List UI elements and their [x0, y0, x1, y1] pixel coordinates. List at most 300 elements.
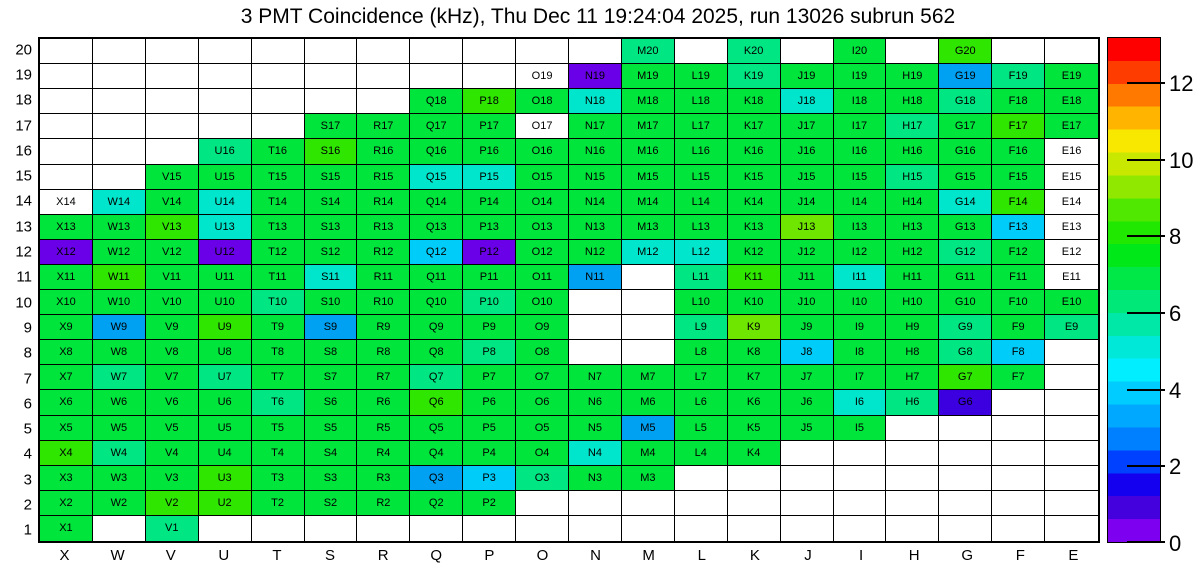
colorbar-tick-label: 0 [1169, 531, 1182, 556]
cell-G17: G17 [939, 114, 992, 139]
cell-F17: F17 [992, 114, 1045, 139]
empty-cell [781, 466, 834, 491]
empty-cell [410, 64, 463, 89]
cell-F10: F10 [992, 290, 1045, 315]
cell-R7: R7 [357, 365, 410, 390]
cell-L11: L11 [675, 265, 728, 290]
cell-S5: S5 [305, 416, 358, 441]
cell-S16: S16 [305, 139, 358, 164]
x-tick-label: T [272, 547, 282, 564]
cell-U4: U4 [199, 441, 252, 466]
empty-cell [357, 89, 410, 114]
cell-T5: T5 [252, 416, 305, 441]
cell-U9: U9 [199, 315, 252, 340]
empty-cell [93, 165, 146, 190]
cell-J11: J11 [781, 265, 834, 290]
cell-O7: O7 [516, 365, 569, 390]
cell-K9: K9 [728, 315, 781, 340]
cell-M17: M17 [622, 114, 675, 139]
cell-W6: W6 [93, 390, 146, 415]
cell-L18: L18 [675, 89, 728, 114]
cell-F11: F11 [992, 265, 1045, 290]
cell-R16: R16 [357, 139, 410, 164]
empty-cell [516, 491, 569, 516]
cell-N16: N16 [569, 139, 622, 164]
cell-S14: S14 [305, 190, 358, 215]
empty-cell [40, 139, 93, 164]
empty-cell [675, 466, 728, 491]
empty-cell [410, 516, 463, 541]
cell-O10: O10 [516, 290, 569, 315]
cell-K18: K18 [728, 89, 781, 114]
empty-cell [886, 466, 939, 491]
cell-F12: F12 [992, 240, 1045, 265]
cell-Q14: Q14 [410, 190, 463, 215]
cell-G8: G8 [939, 340, 992, 365]
cell-X12: X12 [40, 240, 93, 265]
empty-cell [40, 64, 93, 89]
cell-K17: K17 [728, 114, 781, 139]
cell-K14: K14 [728, 190, 781, 215]
cell-R13: R13 [357, 215, 410, 240]
cell-P15: P15 [463, 165, 516, 190]
y-tick-label: 3 [23, 471, 32, 489]
empty-cell [992, 516, 1045, 541]
cell-V2: V2 [146, 491, 199, 516]
cell-V11: V11 [146, 265, 199, 290]
cell-G13: G13 [939, 215, 992, 240]
y-tick-label: 15 [15, 167, 32, 185]
cell-L14: L14 [675, 190, 728, 215]
cell-E19: E19 [1045, 64, 1098, 89]
cell-W9: W9 [93, 315, 146, 340]
cell-R8: R8 [357, 340, 410, 365]
cell-F15: F15 [992, 165, 1045, 190]
cell-G9: G9 [939, 315, 992, 340]
y-tick-label: 17 [15, 117, 32, 135]
empty-cell [728, 516, 781, 541]
cell-X8: X8 [40, 340, 93, 365]
cell-U16: U16 [199, 139, 252, 164]
cell-K15: K15 [728, 165, 781, 190]
cell-O6: O6 [516, 390, 569, 415]
empty-cell [146, 114, 199, 139]
cell-N6: N6 [569, 390, 622, 415]
cell-E15: E15 [1045, 165, 1098, 190]
cell-T10: T10 [252, 290, 305, 315]
colorbar-tick-label: 8 [1169, 224, 1182, 250]
cell-U15: U15 [199, 165, 252, 190]
cell-I15: I15 [834, 165, 887, 190]
cell-J12: J12 [781, 240, 834, 265]
empty-cell [569, 290, 622, 315]
cell-F8: F8 [992, 340, 1045, 365]
empty-cell [992, 466, 1045, 491]
cell-X11: X11 [40, 265, 93, 290]
empty-cell [516, 39, 569, 64]
cell-V9: V9 [146, 315, 199, 340]
x-tick-label: M [642, 547, 655, 564]
cell-G12: G12 [939, 240, 992, 265]
y-tick-label: 14 [15, 192, 32, 210]
cell-W5: W5 [93, 416, 146, 441]
cell-X14: X14 [40, 190, 93, 215]
cell-Q7: Q7 [410, 365, 463, 390]
empty-cell [1045, 416, 1098, 441]
x-tick-label: V [165, 547, 176, 564]
empty-cell [93, 64, 146, 89]
cell-J18: J18 [781, 89, 834, 114]
cell-T15: T15 [252, 165, 305, 190]
empty-cell [622, 491, 675, 516]
empty-cell [675, 516, 728, 541]
cell-H16: H16 [886, 139, 939, 164]
cell-R17: R17 [357, 114, 410, 139]
cell-J5: J5 [781, 416, 834, 441]
cell-L17: L17 [675, 114, 728, 139]
colorbar-tick-label: 10 [1169, 147, 1194, 173]
cell-I7: I7 [834, 365, 887, 390]
empty-cell [199, 64, 252, 89]
cell-H18: H18 [886, 89, 939, 114]
empty-cell [1045, 390, 1098, 415]
cell-M15: M15 [622, 165, 675, 190]
cell-O14: O14 [516, 190, 569, 215]
cell-R6: R6 [357, 390, 410, 415]
cell-P7: P7 [463, 365, 516, 390]
cell-F19: F19 [992, 64, 1045, 89]
cell-K20: K20 [728, 39, 781, 64]
empty-cell [939, 516, 992, 541]
cell-S7: S7 [305, 365, 358, 390]
x-tick-label: H [908, 547, 920, 564]
y-tick-label: 5 [23, 420, 32, 438]
cell-G14: G14 [939, 190, 992, 215]
empty-cell [252, 39, 305, 64]
y-tick-label: 2 [23, 496, 32, 514]
cell-W3: W3 [93, 466, 146, 491]
cell-F14: F14 [992, 190, 1045, 215]
empty-cell [252, 114, 305, 139]
cell-L12: L12 [675, 240, 728, 265]
cell-F16: F16 [992, 139, 1045, 164]
cell-O18: O18 [516, 89, 569, 114]
cell-R4: R4 [357, 441, 410, 466]
cell-I13: I13 [834, 215, 887, 240]
y-tick-label: 9 [23, 319, 32, 337]
cell-J13: J13 [781, 215, 834, 240]
cell-R12: R12 [357, 240, 410, 265]
cell-X6: X6 [40, 390, 93, 415]
cell-I11: I11 [834, 265, 887, 290]
cell-X3: X3 [40, 466, 93, 491]
cell-O9: O9 [516, 315, 569, 340]
cell-H8: H8 [886, 340, 939, 365]
empty-cell [886, 491, 939, 516]
x-tick-label: P [484, 547, 495, 564]
cell-I8: I8 [834, 340, 887, 365]
cell-I10: I10 [834, 290, 887, 315]
cell-T12: T12 [252, 240, 305, 265]
cell-E12: E12 [1045, 240, 1098, 265]
cell-N11: N11 [569, 265, 622, 290]
cell-M14: M14 [622, 190, 675, 215]
cell-V14: V14 [146, 190, 199, 215]
cell-U12: U12 [199, 240, 252, 265]
cell-K11: K11 [728, 265, 781, 290]
cell-U8: U8 [199, 340, 252, 365]
cell-U13: U13 [199, 215, 252, 240]
cell-O11: O11 [516, 265, 569, 290]
empty-cell [40, 165, 93, 190]
cell-Q5: Q5 [410, 416, 463, 441]
empty-cell [1045, 441, 1098, 466]
empty-cell [939, 491, 992, 516]
y-tick-label: 13 [15, 218, 32, 236]
cell-X5: X5 [40, 416, 93, 441]
cell-E11: E11 [1045, 265, 1098, 290]
cell-E9: E9 [1045, 315, 1098, 340]
cell-Q13: Q13 [410, 215, 463, 240]
cell-L19: L19 [675, 64, 728, 89]
cell-I12: I12 [834, 240, 887, 265]
cell-H12: H12 [886, 240, 939, 265]
empty-cell [1045, 466, 1098, 491]
x-tick-label: N [590, 547, 601, 564]
cell-N4: N4 [569, 441, 622, 466]
cell-T3: T3 [252, 466, 305, 491]
empty-cell [992, 416, 1045, 441]
cell-G11: G11 [939, 265, 992, 290]
cell-T13: T13 [252, 215, 305, 240]
cell-O19: O19 [516, 64, 569, 89]
empty-cell [146, 139, 199, 164]
y-tick-label: 20 [15, 41, 32, 59]
empty-cell [1045, 39, 1098, 64]
cell-L4: L4 [675, 441, 728, 466]
empty-cell [1045, 491, 1098, 516]
cell-L6: L6 [675, 390, 728, 415]
cell-X9: X9 [40, 315, 93, 340]
cell-E16: E16 [1045, 139, 1098, 164]
cell-V10: V10 [146, 290, 199, 315]
cell-G6: G6 [939, 390, 992, 415]
empty-cell [886, 441, 939, 466]
cell-S6: S6 [305, 390, 358, 415]
cell-J6: J6 [781, 390, 834, 415]
cell-H15: H15 [886, 165, 939, 190]
cell-M4: M4 [622, 441, 675, 466]
empty-cell [622, 516, 675, 541]
cell-Q3: Q3 [410, 466, 463, 491]
cell-R11: R11 [357, 265, 410, 290]
cell-Q17: Q17 [410, 114, 463, 139]
empty-cell [569, 315, 622, 340]
colorbar-tick [1127, 465, 1165, 467]
cell-U7: U7 [199, 365, 252, 390]
empty-cell [146, 39, 199, 64]
cell-T11: T11 [252, 265, 305, 290]
cell-L10: L10 [675, 290, 728, 315]
cell-T7: T7 [252, 365, 305, 390]
cell-K5: K5 [728, 416, 781, 441]
cell-U3: U3 [199, 466, 252, 491]
cell-Q2: Q2 [410, 491, 463, 516]
empty-cell [569, 491, 622, 516]
cell-N7: N7 [569, 365, 622, 390]
cell-W12: W12 [93, 240, 146, 265]
cell-H17: H17 [886, 114, 939, 139]
cell-M3: M3 [622, 466, 675, 491]
empty-cell [146, 64, 199, 89]
empty-cell [939, 441, 992, 466]
y-tick-label: 4 [23, 445, 32, 463]
cell-H7: H7 [886, 365, 939, 390]
cell-Q16: Q16 [410, 139, 463, 164]
cell-J8: J8 [781, 340, 834, 365]
cell-V8: V8 [146, 340, 199, 365]
colorbar-tick-label: 12 [1169, 71, 1194, 96]
empty-cell [199, 39, 252, 64]
cell-T14: T14 [252, 190, 305, 215]
cell-O13: O13 [516, 215, 569, 240]
cell-K4: K4 [728, 441, 781, 466]
cell-J16: J16 [781, 139, 834, 164]
cell-G20: G20 [939, 39, 992, 64]
cell-M16: M16 [622, 139, 675, 164]
cell-I20: I20 [834, 39, 887, 64]
empty-cell [252, 64, 305, 89]
cell-T8: T8 [252, 340, 305, 365]
cell-G15: G15 [939, 165, 992, 190]
cell-W7: W7 [93, 365, 146, 390]
empty-cell [93, 139, 146, 164]
cell-X10: X10 [40, 290, 93, 315]
cell-P17: P17 [463, 114, 516, 139]
cell-M13: M13 [622, 215, 675, 240]
cell-S2: S2 [305, 491, 358, 516]
cell-S11: S11 [305, 265, 358, 290]
cell-S13: S13 [305, 215, 358, 240]
colorbar-tick [1127, 82, 1165, 84]
cell-J9: J9 [781, 315, 834, 340]
colorbar-tick [1127, 159, 1165, 161]
cell-L15: L15 [675, 165, 728, 190]
empty-cell [622, 290, 675, 315]
cell-V5: V5 [146, 416, 199, 441]
cell-H10: H10 [886, 290, 939, 315]
cell-W8: W8 [93, 340, 146, 365]
x-tick-label: J [804, 547, 812, 564]
cell-O12: O12 [516, 240, 569, 265]
cell-I18: I18 [834, 89, 887, 114]
cell-J17: J17 [781, 114, 834, 139]
cell-I19: I19 [834, 64, 887, 89]
cell-R10: R10 [357, 290, 410, 315]
empty-cell [40, 39, 93, 64]
cell-U11: U11 [199, 265, 252, 290]
cell-T9: T9 [252, 315, 305, 340]
cell-H14: H14 [886, 190, 939, 215]
cell-M6: M6 [622, 390, 675, 415]
empty-cell [463, 516, 516, 541]
cell-S15: S15 [305, 165, 358, 190]
empty-cell [93, 516, 146, 541]
cell-M12: M12 [622, 240, 675, 265]
empty-cell [305, 64, 358, 89]
cell-N18: N18 [569, 89, 622, 114]
cell-R14: R14 [357, 190, 410, 215]
colorbar-tick [1127, 312, 1165, 314]
cell-P18: P18 [463, 89, 516, 114]
cell-Q9: Q9 [410, 315, 463, 340]
empty-cell [781, 39, 834, 64]
empty-cell [939, 416, 992, 441]
cell-E14: E14 [1045, 190, 1098, 215]
empty-cell [834, 466, 887, 491]
cell-E13: E13 [1045, 215, 1098, 240]
empty-cell [834, 491, 887, 516]
cell-N19: N19 [569, 64, 622, 89]
empty-cell [728, 491, 781, 516]
cell-P9: P9 [463, 315, 516, 340]
cell-U6: U6 [199, 390, 252, 415]
cell-K8: K8 [728, 340, 781, 365]
x-tick-label: O [536, 547, 549, 564]
cell-L8: L8 [675, 340, 728, 365]
cell-V13: V13 [146, 215, 199, 240]
cell-T6: T6 [252, 390, 305, 415]
cell-F7: F7 [992, 365, 1045, 390]
empty-cell [569, 516, 622, 541]
cell-P5: P5 [463, 416, 516, 441]
empty-cell [1045, 340, 1098, 365]
empty-cell [569, 340, 622, 365]
x-tick-label: R [377, 547, 389, 564]
heatmap-grid [38, 37, 1100, 543]
cell-U10: U10 [199, 290, 252, 315]
empty-cell [305, 516, 358, 541]
empty-cell [834, 441, 887, 466]
cell-H9: H9 [886, 315, 939, 340]
cell-K19: K19 [728, 64, 781, 89]
cell-N17: N17 [569, 114, 622, 139]
cell-T16: T16 [252, 139, 305, 164]
cell-H19: H19 [886, 64, 939, 89]
cell-Q10: Q10 [410, 290, 463, 315]
y-tick-label: 6 [23, 395, 32, 413]
cell-P11: P11 [463, 265, 516, 290]
empty-cell [40, 114, 93, 139]
cell-P14: P14 [463, 190, 516, 215]
cell-G10: G10 [939, 290, 992, 315]
cell-H13: H13 [886, 215, 939, 240]
colorbar-tick-label: 2 [1169, 454, 1182, 480]
cell-P12: P12 [463, 240, 516, 265]
cell-I17: I17 [834, 114, 887, 139]
cell-O15: O15 [516, 165, 569, 190]
cell-T2: T2 [252, 491, 305, 516]
cell-K13: K13 [728, 215, 781, 240]
cell-G16: G16 [939, 139, 992, 164]
cell-O8: O8 [516, 340, 569, 365]
cell-M18: M18 [622, 89, 675, 114]
cell-V4: V4 [146, 441, 199, 466]
empty-cell [463, 64, 516, 89]
cell-R5: R5 [357, 416, 410, 441]
empty-cell [886, 39, 939, 64]
colorbar-tick-label: 6 [1169, 301, 1182, 326]
